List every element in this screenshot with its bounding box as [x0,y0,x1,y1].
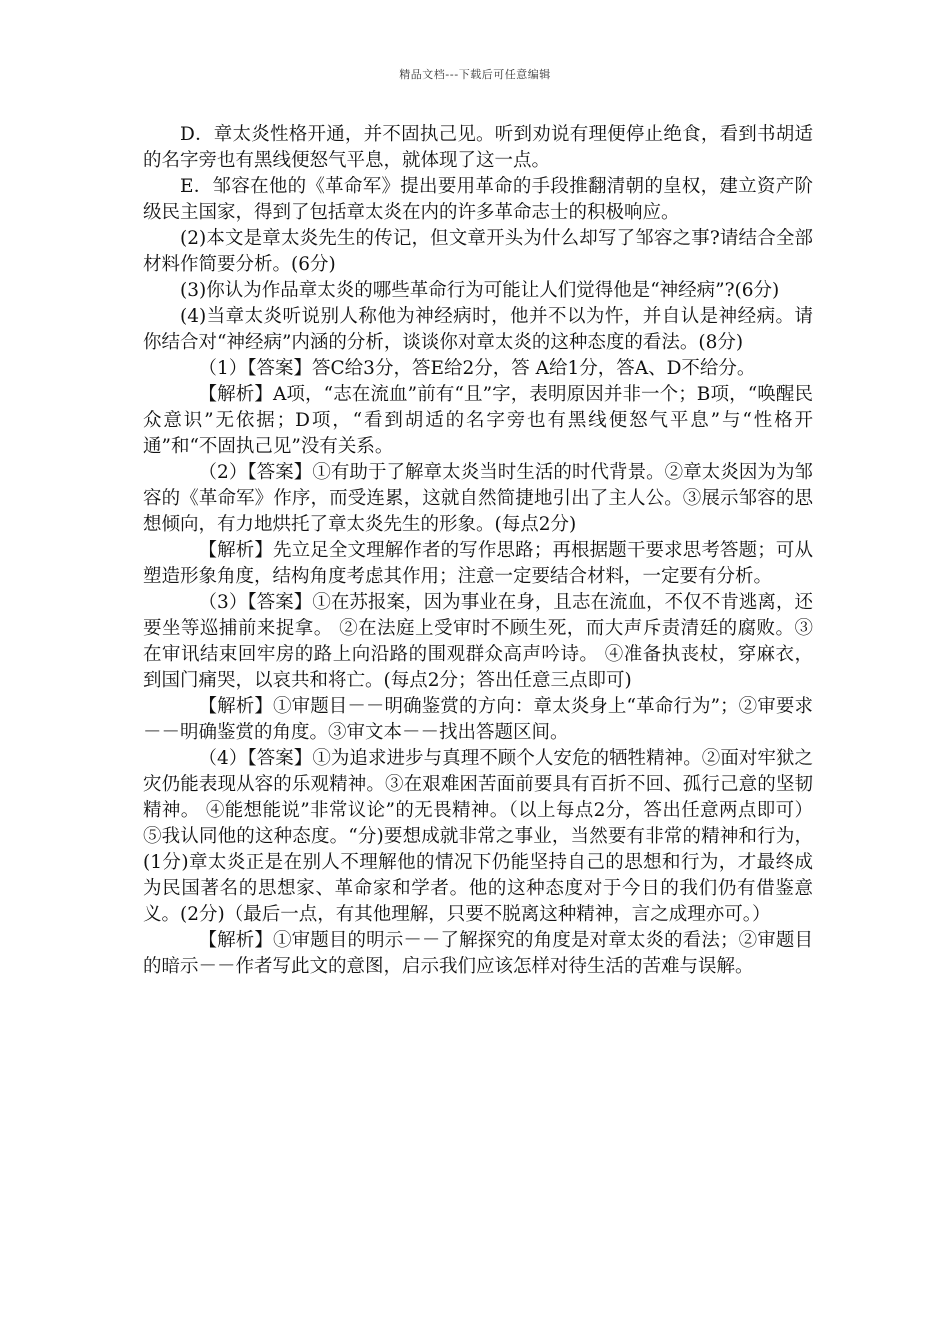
answer-2: （2）【答案】①有助于了解章太炎当时生活的时代背景。②章太炎因为为邹容的《革命军》作序，而受连累，这就自然简捷地引出了主人公。③展示邹容的思想倾向，有力地烘托了章太炎先生的形象。(每点2分) [143,462,813,535]
answer-1: （1）【答案】答C给3分，答E给2分，答 A给1分，答A、D不给分。 [198,358,756,379]
document-body [143,122,813,980]
analysis-4: 【解析】①审题目的明示－－了解探究的角度是对章太炎的看法；②审题目的暗示－－作者写此文的意图，启示我们应该怎样对待生活的苦难与误解。 [143,930,813,977]
analysis-1: 【解析】A项，“志在流血”前有“且”字，表明原因并非一个；B项，“唤醒民众意识”无依据；D项，“看到胡适的名字旁也有黑线便怒气平息”与“性格开通”和“不固执己见”没有关系。 [143,384,813,457]
question-3: (3)你认为作品章太炎的哪些革命行为可能让人们觉得他是“神经病”?(6分) [180,280,780,301]
question-4: (4)当章太炎听说别人称他为神经病时，他并不以为忤，并自认是神经病。请你结合对“神经病”内涵的分析，谈谈你对章太炎的这种态度的看法。(8分) [143,306,813,353]
analysis-3: 【解析】①审题目－－明确鉴赏的方向：章太炎身上“革命行为”；②审要求－－明确鉴赏的角度。③审文本－－找出答题区间。 [143,696,813,743]
answer-3: （3）【答案】①在苏报案，因为事业在身，且志在流血，不仅不肯逃离，还要坐等巡捕前来捉拿。 ②在法庭上受审时不顾生死，而大声斥责清廷的腐败。③在审讯结束回牢房的路上向沿路的围观群众高声吟诗。 ④准备执丧杖，穿麻衣，到国门痛哭，以哀共和将亡。(每点2分；答出任意三点即可) [143,592,813,691]
answer-4: （4）【答案】①为追求进步与真理不顾个人安危的牺牲精神。②面对牢狱之灾仍能表现从容的乐观精神。③在艰难困苦面前要具有百折不回、孤行己意的坚韧精神。 ④能想能说”非常议论”的无畏精神。（以上每点2分，答出任意两点即可）⑤我认同他的这种态度。“分)要想成就非常之事业，当然要有非常的精神和行为，(1分)章太炎正是在别人不理解他的情况下仍能坚持自己的思想和行为，才最终成为民国著名的思想家、革命家和学者。他的这种态度对于今日的我们仍有借鉴意义。(2分)（最后一点，有其他理解，只要不脱离这种精神，言之成理亦可。） [143,748,813,925]
analysis-2: 【解析】先立足全文理解作者的写作思路；再根据题干要求思考答题；可从塑造形象角度，结构角度考虑其作用；注意一定要结合材料，一定要有分析。 [143,540,813,587]
question-2: (2)本文是章太炎先生的传记，但文章开头为什么却写了邹容之事?请结合全部材料作简要分析。(6分) [143,228,813,275]
page-header: 精品文档---下载后可任意编辑 [399,68,551,81]
option-e: E．邹容在他的《革命军》提出要用革命的手段推翻清朝的皇权，建立资产阶级民主国家，得到了包括章太炎在内的许多革命志士的积极响应。 [143,176,813,223]
option-d: D．章太炎性格开通，并不固执己见。听到劝说有理便停止绝食，看到书胡适的名字旁也有黑线便怒气平息，就体现了这一点。 [143,124,813,171]
